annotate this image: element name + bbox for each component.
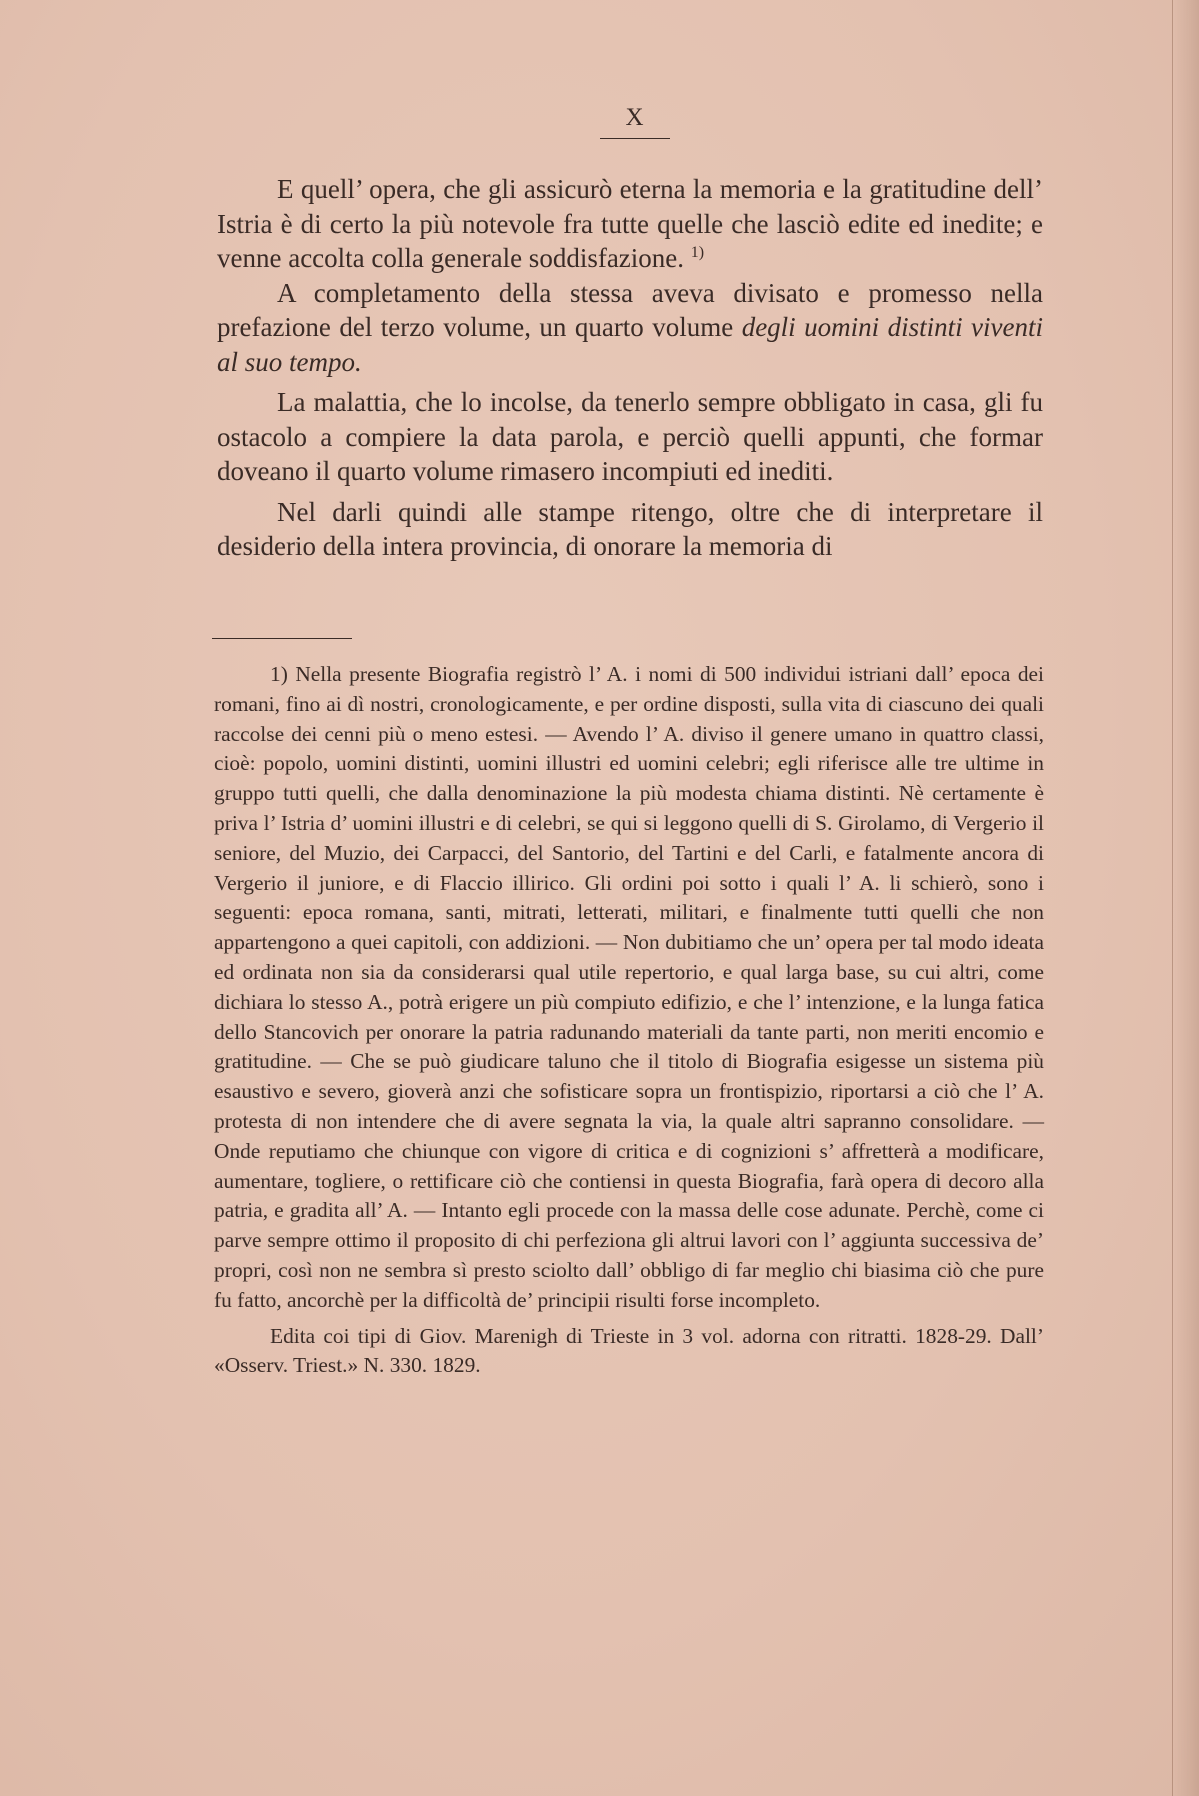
footnote-text: Nella presente Biografia registrò l’ A. i nomi di 500 individui istriani dall’ epoca dei romani, fino ai dì nostri, cronologicamente, e per ordine disposti, sulla vita di ciascuno dei quali raccolse dei cenni più o meno estesi. — Avendo l’ A. diviso il genere umano in quattro classi, cioè: popolo, uomini distinti, uomini illustri ed uomini celebri; egli riferisce alle tre ultime in gruppo tutti quelli, che dalla denominazione la più modesta chiama distinti. Nè certamente è priva l’ Istria d’ uomini illustri e di celebri, se qui si leggono quelli di S. Girolamo, di Vergerio il seniore, del Muzio, dei Carpacci, del Santorio, del Tartini e del Carli, e fatalmente ancora di Vergerio il juniore, e di Flaccio illirico. Gli ordini poi sotto i quali l’ A. li schierò, sono i seguenti: epoca romana, santi, mitrati, letterati, militari, e finalmente tutti quelli che non appartengono a quei capitoli, con addizioni. — Non dubitiamo che un’ opera per tal modo ideata ed ordinata non sia da considerarsi qual utile repertorio, e qual larga base, su cui altri, come dichiara lo stesso A., potrà erigere un più compiuto edifizio, e che l’ intenzione, e la lunga fatica dello Stancovich per onorare la patria radunando materiali da tante parti, non meriti encomio e gratitudine. — Che se può giudicare taluno che il titolo di Biografia esigesse un sistema più esaustivo e severo, gioverà anzi che sofisticare sopra un frontispizio, riportarsi a ciò che l’ A. protesta di non intendere che di avere segnata la via, la quale altri sapranno consolidare. — Onde reputiamo che chiunque con vigore di critica e di cognizioni s’ affretterà a modificare, aumentare, togliere, o rettificare ciò che contiensi in questa Biografia, farà opera di decoro alla patria, e gradita all’ A. — Intanto egli procede con la massa delle cose adunate. Perchè, come ci parve sempre ottimo il proposito di chi perfeziona gli altrui lavori con l’ aggiunta successiva de’ propri, così non ne sembra sì presto sciolto dall’ obbligo di far meglio chi biasima ciò che pure fu fatto, ancorchè per la difficoltà de’ principii risulti forse incompleto. bbox=[214, 662, 1044, 1312]
page-edge-shadow bbox=[1172, 0, 1199, 1796]
paragraph-3: La malattia, che lo incolse, da tenerlo sempre obbligato in casa, gli fu ostacolo a compiere la data parola, e perciò quelli appunti, che formar doveano il quarto volume rimasero incompiuti ed inediti. bbox=[217, 387, 1043, 486]
paragraph-1-text: E quell’ opera, che gli assicurò eterna la memoria e la gratitudine dell’ Istria è di certo la più notevole fra tutte quelle che lasciò edite ed inedite; e venne accolta colla generale soddisfazione. bbox=[217, 174, 1043, 273]
paragraph-2 bbox=[217, 276, 1043, 380]
footnote-body bbox=[214, 660, 1044, 1316]
footnote bbox=[214, 660, 1044, 1381]
footnote-marker: 1) bbox=[270, 662, 288, 686]
paragraph-2-text: A completamento della stessa aveva divisato e promesso nella prefazione del terzo volume, un quarto volume bbox=[217, 277, 1043, 342]
page-number: X bbox=[625, 104, 645, 131]
footnote-reference: 1) bbox=[690, 244, 705, 261]
paragraph-2-italic: degli uomini distinti viventi al suo tempo. bbox=[217, 312, 1043, 377]
paragraph-4: Nel darli quindi alle stampe ritengo, oltre che di interpretare il desiderio della intera provincia, di onorare la memoria di bbox=[217, 496, 1043, 561]
page-number-rule bbox=[600, 138, 670, 139]
paragraph-1 bbox=[217, 172, 1043, 276]
main-text bbox=[217, 172, 1043, 564]
footnote-separator bbox=[212, 638, 352, 639]
footnote-source: Edita coi tipi di Giov. Marenigh di Trieste in 3 vol. adorna con ritratti. 1828-29. Dall’ «Osserv. Triest.» N. 330. 1829. bbox=[214, 1323, 1044, 1378]
